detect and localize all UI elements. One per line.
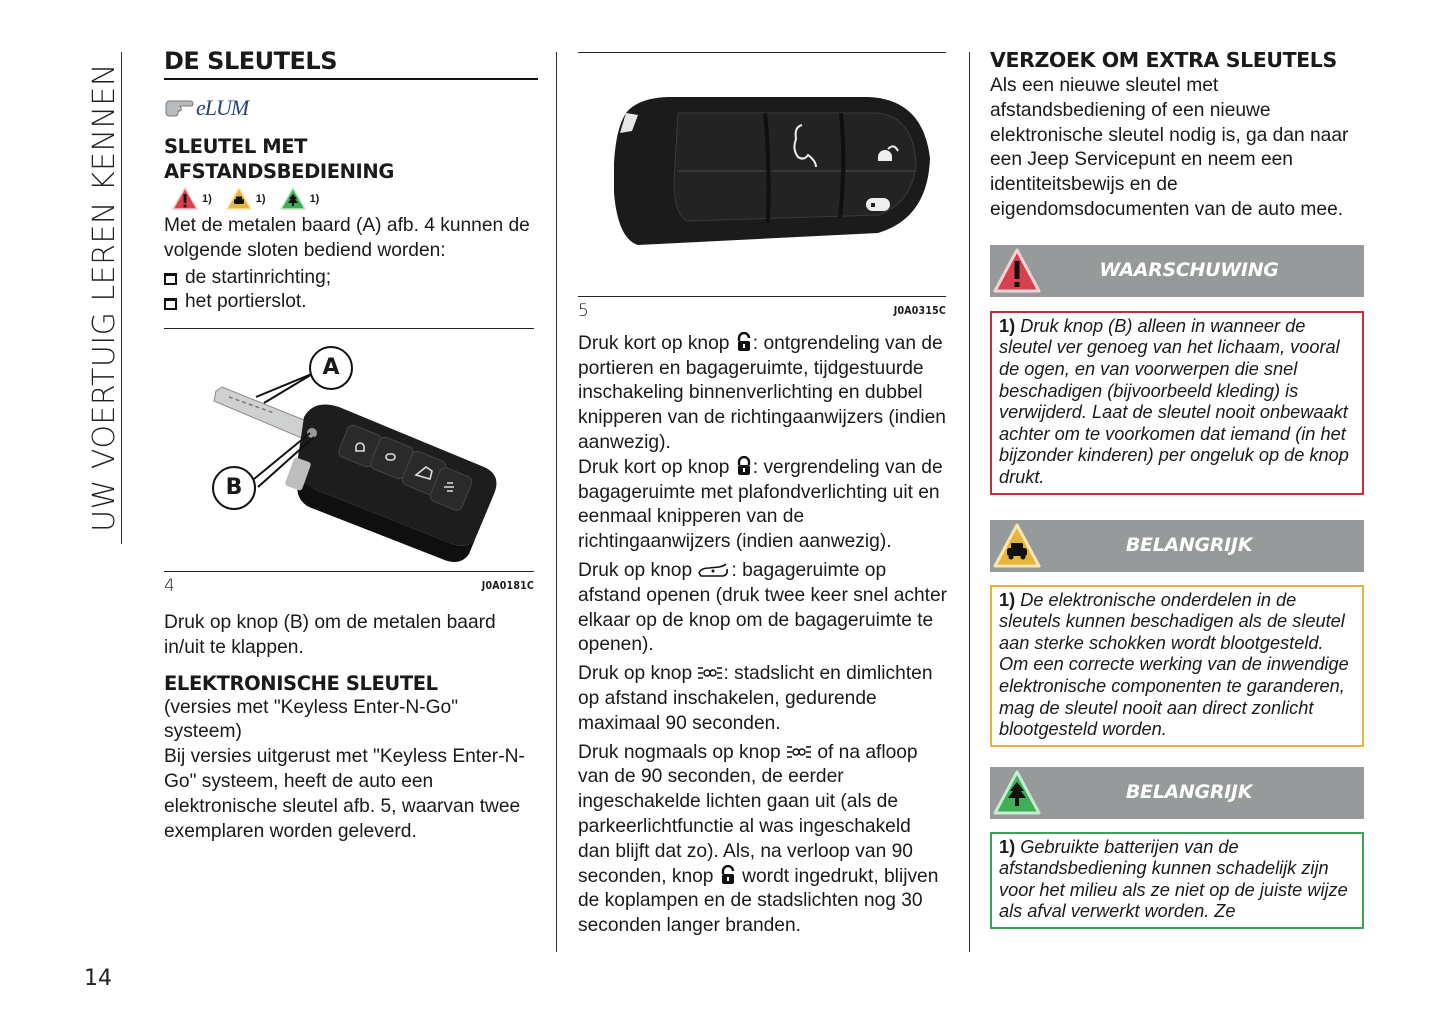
text: Druk nogmaals op knop xyxy=(578,741,786,763)
subsection-title-line1: SLEUTEL MET xyxy=(164,135,308,158)
footnote-ref: 1) xyxy=(999,836,1016,857)
lights-off-description xyxy=(578,741,948,939)
notice-header xyxy=(990,520,1364,572)
footnote-ref: 1) xyxy=(999,589,1016,610)
electronic-key-image xyxy=(578,53,946,296)
notice-body xyxy=(990,585,1364,747)
text: : ontgrendeling van de portieren en bagageruimte, tijdgestuurde inschakeling binnenverlichting en dubbel knipperen van de richtingaanwijzers (indien aanwezig). xyxy=(578,332,946,453)
text: Druk kort op knop xyxy=(578,332,735,354)
lock-list xyxy=(164,266,538,316)
notice-body xyxy=(990,311,1364,495)
page-number: 14 xyxy=(84,966,112,991)
notice-text: De elektronische onderdelen in de sleutels kunnen beschadigen als de sleutel aan sterke schokken wordt blootgesteld. Om een correcte werking van de inwendige elektronische componenten te garanderen, mag de sleutel nooit aan direct zonlicht blootgesteld worden. xyxy=(999,589,1349,740)
trunk-open-icon xyxy=(697,563,731,579)
figure-number: 5 xyxy=(578,301,589,321)
section-title-extra-keys: VERZOEK OM EXTRA SLEUTELS xyxy=(990,48,1337,72)
subsection-title-line2: AFSTANDSBEDIENING xyxy=(164,160,394,183)
notice-body xyxy=(990,832,1364,929)
text: : vergrendeling van de bagageruimte met plafondverlichting uit en eenmaal knipperen van de richtingaanwijzers (indien aanwezig). xyxy=(578,456,943,553)
notice-text: Gebruikte batterijen van de afstandsbediening kunnen schadelijk zijn voor het milieu als ze niet op de juiste wijze als afval verwerkt worden. Ze xyxy=(999,836,1348,922)
pointing-hand-icon xyxy=(164,97,194,119)
important-notice-electronics xyxy=(990,520,1364,747)
text: Druk op knop xyxy=(578,559,698,581)
car-caution-triangle-icon xyxy=(226,187,252,211)
metal-blade-intro: Met de metalen baard (A) afb. 4 kunnen de volgende sloten bediend worden: xyxy=(164,215,530,261)
electronic-key-text: Bij versies uitgerust met "Keyless Enter-N-Go" systeem, heeft de auto een elektronische sleutel afb. 5, waarvan twee exemplaren worden geleverd. xyxy=(164,746,525,842)
text: of na afloop van de 90 seconden, de eerder ingeschakelde lichten gaan uit (als de parkeerlichtfunctie al was ingeschakeld dan blijft dat zo). Als, na verloop van 90 seconden, knop xyxy=(578,741,918,887)
bullet-square-icon xyxy=(164,298,177,310)
unlock-button-description xyxy=(578,332,948,456)
chapter-divider xyxy=(121,52,122,544)
notice-text: Druk knop (B) alleen in wanneer de sleutel ver genoeg van het lichaam, vooral de ogen, en van voorwerpen die snel beschadigen (bijvoorbeeld kleding) is verwijderd. Laat de sleutel nooit onbewaakt achter om te voorkomen dat iemand (in het bijzonder kinderen) per ongeluk op de knop drukt. xyxy=(999,315,1349,487)
keyless-version-note: (versies met "Keyless Enter-N-Go" systeem) xyxy=(164,696,459,743)
elum-label: eLUM xyxy=(196,94,249,120)
lock-padlock-icon xyxy=(735,456,753,476)
notice-header xyxy=(990,245,1364,297)
text: Druk kort op knop xyxy=(578,456,735,478)
list-item xyxy=(164,266,538,291)
figure-5-electronic-key xyxy=(578,52,946,324)
parking-lights-icon xyxy=(697,665,723,681)
section-title-keys: DE SLEUTELS xyxy=(164,46,538,80)
bullet-square-icon xyxy=(164,273,177,285)
list-item-text: de startinrichting; xyxy=(185,266,332,288)
subsection-title-electronic-key: ELEKTRONISCHE SLEUTEL xyxy=(164,671,438,695)
footnote-ref[interactable]: 1) xyxy=(255,192,266,205)
lock-button-description xyxy=(578,456,948,555)
extra-keys-text: Als een nieuwe sleutel met afstandsbediening of een nieuwe elektronische sleutel nodig is, ga dan naar een Jeep Servicepunt en neem een identiteitsbewijs en de eigendomsdocumenten van de auto mee. xyxy=(990,75,1349,220)
figure-caption xyxy=(164,571,534,599)
chapter-title-text: UW VOERTUIG LEREN KENNEN xyxy=(86,62,122,532)
column-2 xyxy=(578,46,948,939)
car-caution-triangle-icon xyxy=(992,522,1042,570)
column-divider-2 xyxy=(969,52,970,952)
tree-environment-triangle-icon xyxy=(280,187,306,211)
column-3 xyxy=(990,46,1364,929)
notice-title: BELANGRIJK xyxy=(1125,534,1253,557)
column-divider-1 xyxy=(556,52,557,952)
text: Druk op knop xyxy=(578,663,698,685)
callout-b: B xyxy=(212,466,256,510)
text: : stadslicht en dimlichten op afstand inschakelen, gedurende maximaal 90 seconden. xyxy=(578,663,933,734)
electronic-key-illustration xyxy=(578,53,946,296)
subsection-title-remote-key xyxy=(164,134,538,184)
figure-4-flip-key xyxy=(164,328,534,599)
tree-environment-triangle-icon xyxy=(992,769,1042,817)
figure-code: J0A0181C xyxy=(481,580,534,593)
footnote-ref[interactable]: 1) xyxy=(309,192,320,205)
warning-notice xyxy=(990,245,1364,495)
footnote-ref[interactable]: 1) xyxy=(202,192,212,205)
text: : bagageruimte op afstand openen (druk twee keer snel achter elkaar op de knop om de bagageruimte te openen). xyxy=(578,559,948,656)
footnote-ref: 1) xyxy=(999,315,1016,336)
list-item-text: het portierslot. xyxy=(185,291,307,313)
column-1 xyxy=(164,46,538,844)
parking-lights-icon xyxy=(786,744,812,760)
text: wordt ingedrukt, blijven de koplampen en de stadslichten nog 30 seconden langer branden. xyxy=(578,865,939,937)
flip-key-image xyxy=(164,329,534,571)
figure-caption xyxy=(578,296,946,324)
callout-a: A xyxy=(309,346,353,390)
notice-header xyxy=(990,767,1364,819)
lights-button-description xyxy=(578,662,948,736)
list-item xyxy=(164,290,538,315)
important-notice-environment xyxy=(990,767,1364,929)
elum-reference[interactable] xyxy=(164,92,538,124)
fold-blade-text: Druk op knop (B) om de metalen baard in/uit te klappen. xyxy=(164,611,496,658)
figure-number: 4 xyxy=(164,576,175,597)
notice-title: WAARSCHUWING xyxy=(1099,259,1279,282)
chapter-side-title xyxy=(86,52,122,542)
warning-triangle-icon xyxy=(992,247,1042,295)
warning-triangle-icon xyxy=(172,187,198,211)
unlock-padlock-icon xyxy=(719,865,737,885)
safety-icon-references xyxy=(164,184,538,214)
figure-code: J0A0315C xyxy=(893,305,946,317)
notice-title: BELANGRIJK xyxy=(1125,781,1253,804)
unlock-padlock-icon xyxy=(735,332,753,352)
trunk-button-description xyxy=(578,559,948,658)
